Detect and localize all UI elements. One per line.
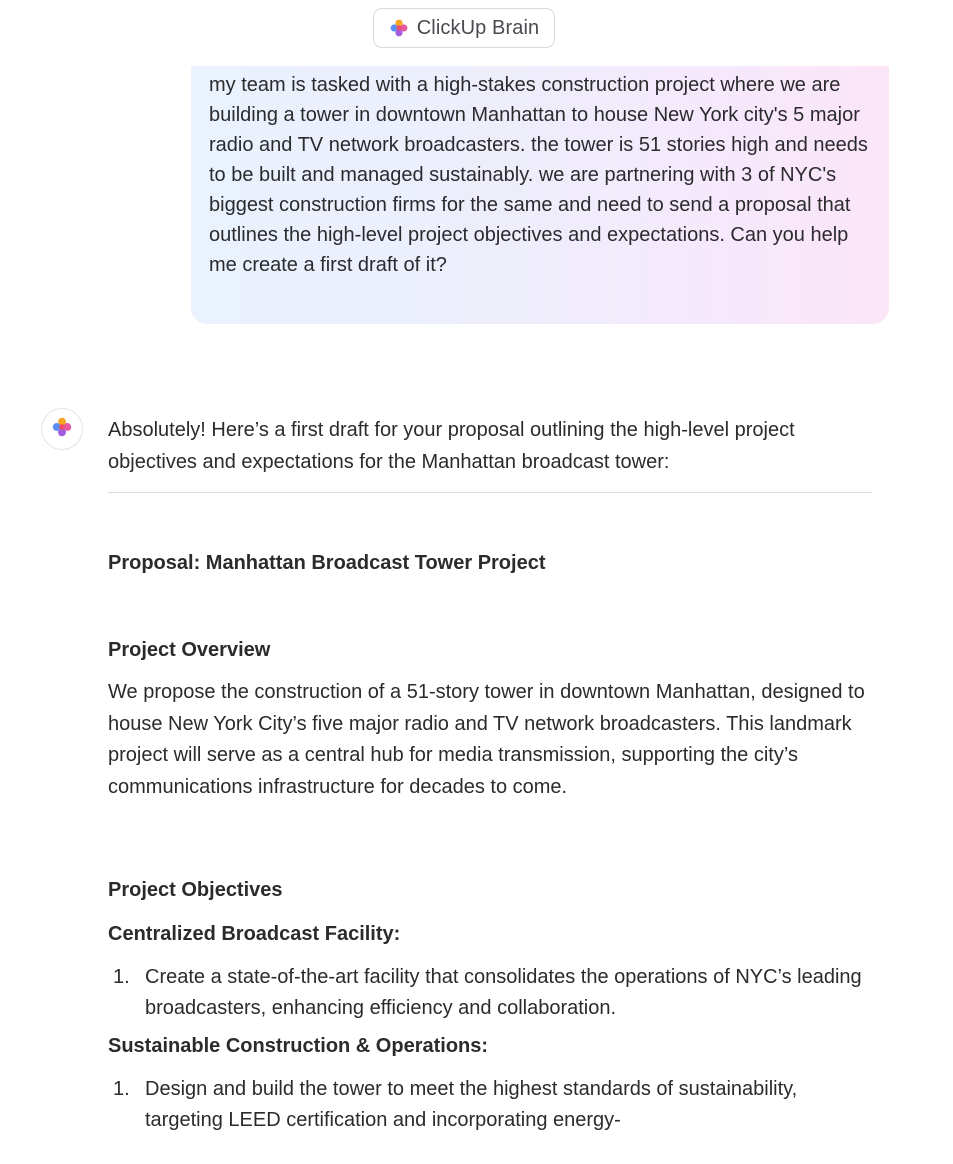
objective-heading: Centralized Broadcast Facility:	[108, 922, 401, 945]
clickup-brain-logo-icon	[51, 416, 73, 443]
objective-list	[108, 1074, 872, 1137]
user-message-text: my team is tasked with a high-stakes construction project where we are building a tower in downtown Manhattan to house New York city's 5 major radio and TV network broadcasters. the tower is 51 stories high and needs to be built and managed sustainably. we are partnering with 3 of NYC's biggest construction firms for the same and need to send a proposal that outlines the high-level project objectives and expectations. Can you help me create a first draft of it?	[209, 74, 868, 276]
user-message-bubble	[191, 66, 889, 324]
proposal-title: Proposal: Manhattan Broadcast Tower Project	[108, 552, 546, 574]
assistant-message	[108, 414, 872, 1137]
list-item-text: Design and build the tower to meet the highest standards of sustainability, targeting LEED certification and incorporating energy-	[145, 1077, 798, 1132]
assistant-intro-text: Absolutely! Here’s a first draft for your proposal outlining the high-level project objectives and expectations for the Manhattan broadcast tower:	[108, 419, 795, 473]
objectives-heading: Project Objectives	[108, 878, 283, 901]
overview-heading: Project Overview	[108, 639, 271, 661]
overview-paragraph: We propose the construction of a 51-story tower in downtown Manhattan, designed to house New York City’s five major radio and TV network broadcasters. This landmark project will serve as a central hub for media transmission, supporting the city’s communications infrastructure for decades to come.	[108, 681, 865, 799]
list-item	[108, 962, 872, 1025]
objective-heading: Sustainable Construction & Operations:	[108, 1034, 489, 1057]
clickup-brain-pill	[373, 8, 555, 48]
list-item-number: 1.	[113, 965, 130, 988]
list-item-text: Create a state-of-the-art facility that consolidates the operations of NYC’s leading broadcasters, enhancing efficiency and collaboration.	[145, 965, 862, 1020]
objective-list	[108, 962, 872, 1025]
assistant-avatar	[41, 408, 83, 450]
divider	[108, 492, 872, 493]
clickup-brain-logo-icon	[389, 18, 409, 38]
list-item-number: 1.	[113, 1077, 130, 1100]
clickup-brain-label: ClickUp Brain	[416, 16, 540, 39]
list-item	[108, 1074, 872, 1137]
